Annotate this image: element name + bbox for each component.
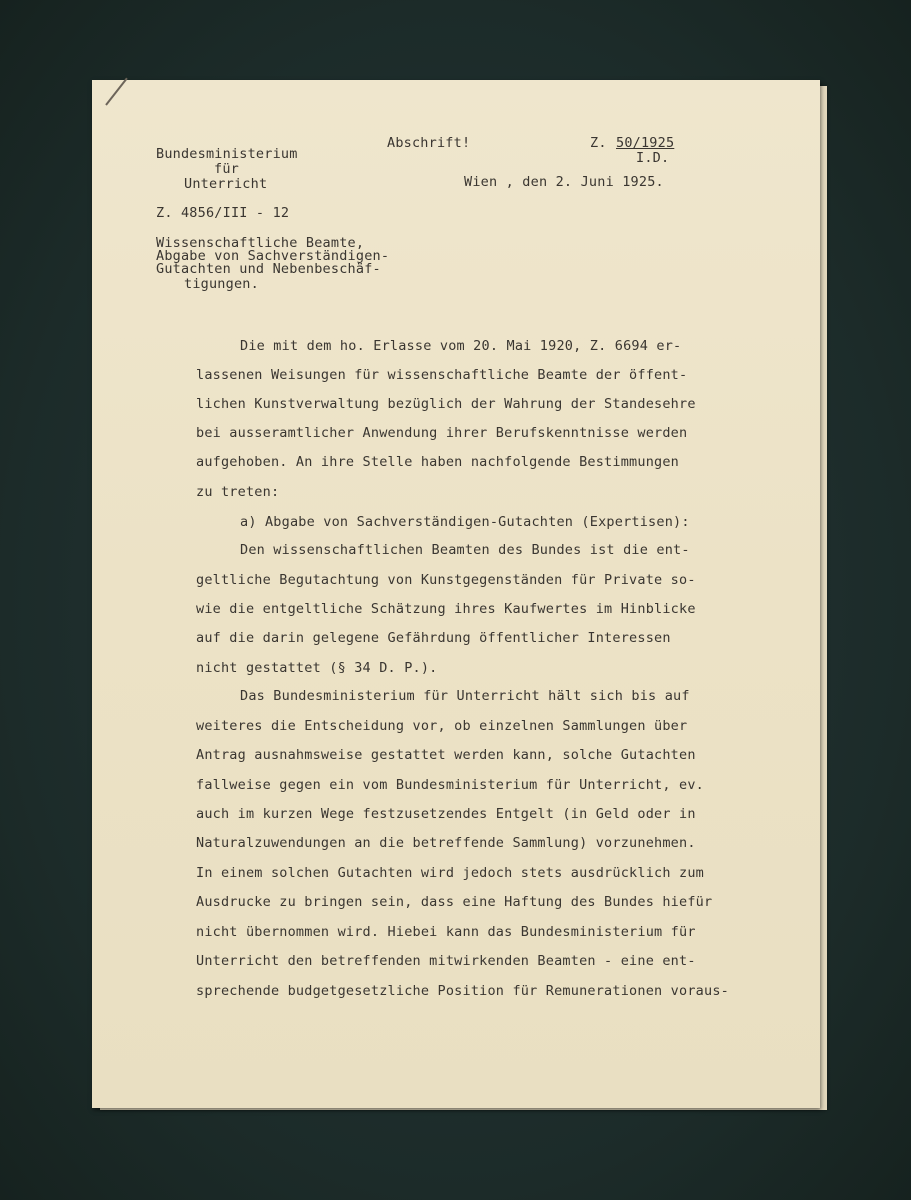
- body-line: geltliche Begutachtung von Kunstgegenständen für Private so-: [196, 572, 696, 588]
- file-number: Z. 4856/III - 12: [156, 205, 290, 221]
- body-line: Antrag ausnahmsweise gestattet werden kann, solche Gutachten: [196, 747, 696, 763]
- body-line: wie die entgeltliche Schätzung ihres Kaufwertes im Hinblicke: [196, 601, 696, 617]
- body-line: aufgehoben. An ihre Stelle haben nachfolgende Bestimmungen: [196, 454, 680, 470]
- body-line: auf die darin gelegene Gefährdung öffentlicher Interessen: [196, 630, 671, 646]
- body-line: Naturalzuwendungen an die betreffende Sammlung) vorzunehmen.: [196, 835, 696, 851]
- body-line: nicht gestattet (§ 34 D. P.).: [196, 660, 438, 676]
- body-line: nicht übernommen wird. Hiebei kann das Bundesministerium für: [196, 924, 696, 940]
- ministry-name-line2: für: [214, 161, 239, 177]
- body-line: Unterricht den betreffenden mitwirkenden Beamten - eine ent-: [196, 953, 696, 969]
- body-line: sprechende budgetgesetzliche Position für Remunerationen voraus-: [196, 983, 729, 999]
- body-line: In einem solchen Gutachten wird jedoch stets ausdrücklich zum: [196, 865, 704, 881]
- ministry-name-line1: Bundesministerium: [156, 146, 298, 162]
- subject-line: Gutachten und Nebenbeschäf-: [156, 261, 381, 277]
- subject-line: tigungen.: [184, 276, 259, 292]
- section-heading: a) Abgabe von Sachverständigen-Gutachten (Expertisen):: [240, 514, 690, 530]
- document-page: [92, 80, 820, 1108]
- body-line: Den wissenschaftlichen Beamten des Bundes ist die ent-: [240, 542, 690, 558]
- reference-department: I.D.: [636, 150, 670, 166]
- body-line: bei ausseramtlicher Anwendung ihrer Berufskenntnisse werden: [196, 425, 688, 441]
- place-date: Wien , den 2. Juni 1925.: [464, 174, 664, 190]
- body-line: lichen Kunstverwaltung bezüglich der Wahrung der Standesehre: [196, 396, 696, 412]
- copy-label: Abschrift!: [387, 135, 471, 151]
- body-line: weiteres die Entscheidung vor, ob einzelnen Sammlungen über: [196, 718, 688, 734]
- reference-prefix: Z.: [590, 135, 607, 151]
- reference-number: 50/1925: [616, 135, 675, 151]
- body-line: lassenen Weisungen für wissenschaftliche Beamte der öffent-: [196, 367, 688, 383]
- body-line: Das Bundesministerium für Unterricht hält sich bis auf: [240, 688, 690, 704]
- ministry-name-line3: Unterricht: [184, 176, 268, 192]
- subject-line: Abgabe von Sachverständigen-: [156, 248, 390, 264]
- body-line: fallweise gegen ein vom Bundesministerium für Unterricht, ev.: [196, 777, 704, 793]
- body-line: Ausdrucke zu bringen sein, dass eine Haftung des Bundes hiefür: [196, 894, 713, 910]
- body-line: Die mit dem ho. Erlasse vom 20. Mai 1920, Z. 6694 er-: [240, 338, 682, 354]
- body-line: auch im kurzen Wege festzusetzendes Entgelt (in Geld oder in: [196, 806, 696, 822]
- body-line: zu treten:: [196, 484, 280, 500]
- subject-line: Wissenschaftliche Beamte,: [156, 235, 365, 251]
